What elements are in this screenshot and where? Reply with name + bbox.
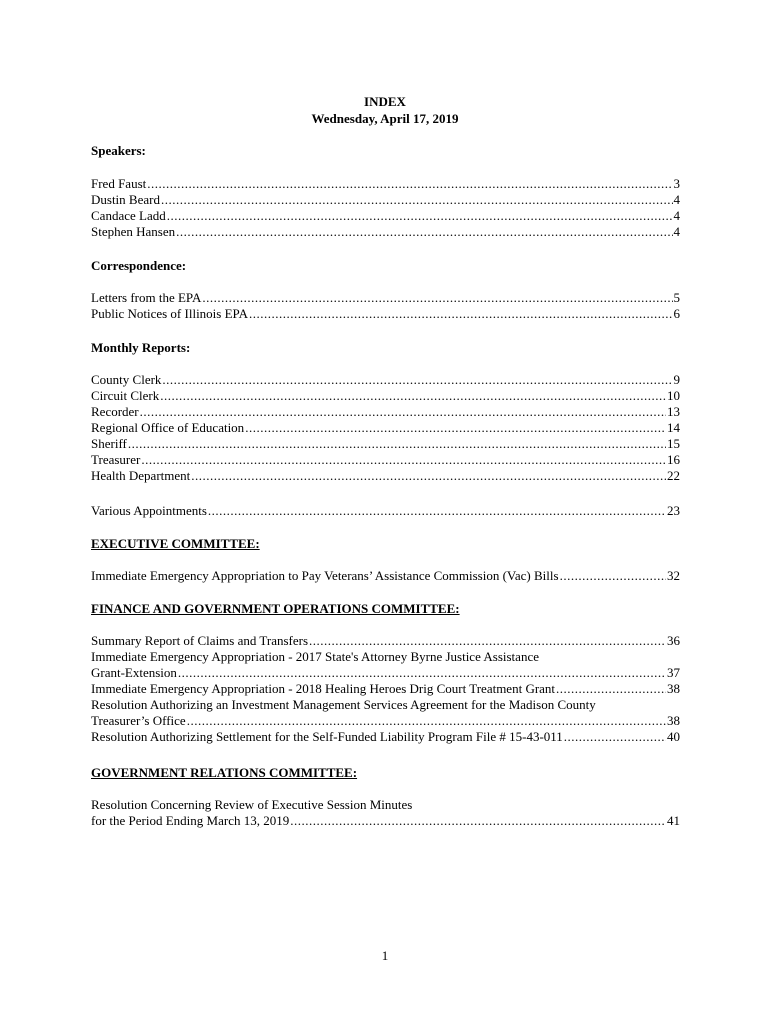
index-entry (91, 290, 680, 306)
entry-label: Candace Ladd (91, 208, 166, 223)
dot-leader (176, 224, 672, 240)
index-entry (91, 388, 680, 404)
entry-label-line: Resolution Authorizing an Investment Management Services Agreement for the Madison County (91, 697, 596, 712)
entry-page: 5 (673, 290, 680, 305)
entry-page: 13 (667, 404, 680, 419)
entry-page: 4 (673, 208, 680, 223)
index-entry (91, 633, 680, 649)
entry-label: Stephen Hansen (91, 224, 176, 239)
entry-label: Public Notices of Illinois EPA (91, 306, 248, 321)
speakers-list (91, 176, 680, 240)
entry-page: 15 (667, 436, 680, 451)
entry-page: 22 (667, 468, 680, 483)
entry-page: 4 (673, 192, 680, 207)
dot-leader (162, 372, 672, 388)
entry-label: for the Period Ending March 13, 2019 (91, 813, 290, 828)
dot-leader (560, 568, 666, 584)
entry-page: 10 (667, 388, 680, 403)
entry-label: Circuit Clerk (91, 388, 160, 403)
government-relations-list (91, 797, 680, 829)
dot-leader (249, 306, 673, 322)
index-entry (91, 208, 680, 224)
index-entry (91, 568, 680, 584)
index-entry (91, 404, 680, 420)
entry-page: 23 (667, 503, 680, 518)
dot-leader (187, 713, 666, 729)
entry-page: 36 (667, 633, 680, 648)
index-entry (91, 452, 680, 468)
index-entry (91, 436, 680, 452)
index-entry (91, 224, 680, 240)
dot-leader (140, 404, 666, 420)
index-entry (91, 681, 680, 697)
dot-leader (245, 420, 666, 436)
entry-page: 4 (673, 224, 680, 239)
dot-leader (128, 436, 666, 452)
dot-leader (147, 176, 672, 192)
index-entry (91, 192, 680, 208)
entry-page: 38 (667, 713, 680, 728)
entry-label: Various Appointments (91, 503, 207, 518)
index-entry (91, 503, 680, 519)
index-entry (91, 372, 680, 388)
entry-page: 40 (667, 729, 680, 744)
entry-page: 32 (667, 568, 680, 583)
entry-page: 41 (667, 813, 680, 828)
entry-label: Immediate Emergency Appropriation to Pay Veterans’ Assistance Commission (Vac) Bills (91, 568, 559, 583)
dot-leader (160, 388, 666, 404)
entry-label: Fred Faust (91, 176, 147, 191)
entry-label: Summary Report of Claims and Transfers (91, 633, 309, 648)
index-entry (91, 176, 680, 192)
entry-label: County Clerk (91, 372, 162, 387)
index-entry (91, 468, 680, 484)
entry-label: Recorder (91, 404, 139, 419)
dot-leader (290, 813, 666, 829)
monthly-reports-heading: Monthly Reports: (91, 340, 191, 355)
entry-label: Letters from the EPA (91, 290, 202, 305)
entry-page: 37 (667, 665, 680, 680)
index-entry (91, 713, 680, 729)
index-entry (91, 306, 680, 322)
speakers-heading: Speakers: (91, 143, 146, 158)
dot-leader (191, 468, 666, 484)
appointments-entry (91, 503, 680, 519)
entry-label: Regional Office of Education (91, 420, 245, 435)
executive-committee-list (91, 568, 680, 584)
entry-page: 6 (673, 306, 680, 321)
finance-committee-heading: FINANCE AND GOVERNMENT OPERATIONS COMMITTEE: (91, 601, 460, 616)
index-entry (91, 813, 680, 829)
dot-leader (556, 681, 666, 697)
entry-label: Resolution Authorizing Settlement for the Self-Funded Liability Program File # 15-43-011 (91, 729, 563, 744)
entry-label-line: Resolution Concerning Review of Executive Session Minutes (91, 797, 413, 812)
entry-page: 38 (667, 681, 680, 696)
index-entry (91, 665, 680, 681)
entry-label: Immediate Emergency Appropriation - 2018 Healing Heroes Drig Court Treatment Grant (91, 681, 556, 696)
page-number: 1 (381, 948, 389, 963)
index-entry (91, 729, 680, 745)
index-title: INDEX (364, 94, 406, 109)
finance-committee-list (91, 633, 680, 745)
entry-page: 14 (667, 420, 680, 435)
entry-label: Dustin Beard (91, 192, 160, 207)
correspondence-list (91, 290, 680, 322)
entry-label-line: Immediate Emergency Appropriation - 2017 State's Attorney Byrne Justice Assistance (91, 649, 539, 664)
dot-leader (309, 633, 666, 649)
index-date: Wednesday, April 17, 2019 (311, 111, 459, 126)
correspondence-heading: Correspondence: (91, 258, 187, 273)
entry-page: 3 (673, 176, 680, 191)
executive-committee-heading: EXECUTIVE COMMITTEE: (91, 536, 260, 551)
entry-page: 16 (667, 452, 680, 467)
entry-label: Treasurer (91, 452, 141, 467)
entry-page: 9 (673, 372, 680, 387)
dot-leader (161, 192, 673, 208)
entry-label: Treasurer’s Office (91, 713, 186, 728)
index-entry (91, 420, 680, 436)
dot-leader (564, 729, 666, 745)
entry-label: Health Department (91, 468, 191, 483)
dot-leader (178, 665, 666, 681)
dot-leader (202, 290, 672, 306)
entry-label: Grant-Extension (91, 665, 177, 680)
dot-leader (208, 503, 666, 519)
government-relations-heading: GOVERNMENT RELATIONS COMMITTEE: (91, 765, 358, 780)
dot-leader (167, 208, 673, 224)
entry-label: Sheriff (91, 436, 127, 451)
monthly-reports-list (91, 372, 680, 484)
dot-leader (141, 452, 666, 468)
